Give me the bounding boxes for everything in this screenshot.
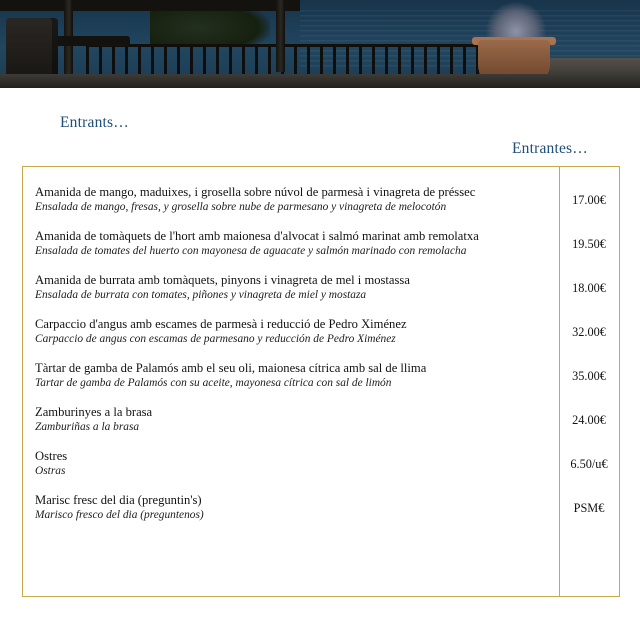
menu-item-texts <box>35 317 559 347</box>
menu-item-list <box>23 167 619 530</box>
menu-item-texts <box>35 361 559 391</box>
pergola-beam <box>0 0 300 11</box>
menu-item-name-es: Carpaccio de angus con escamas de parmesano y reducción de Pedro Ximénez <box>35 333 396 345</box>
menu-item-price: 19.50€ <box>572 236 606 251</box>
menu-item-name-es: Ostras <box>35 465 66 477</box>
menu-item-texts <box>35 185 559 215</box>
menu-item-name-ca: Amanida de tomàquets de l'hort amb maionesa d'alvocat i salmó marinat amb remolatxa <box>35 229 479 243</box>
menu-item-name-ca: Zamburinyes a la brasa <box>35 405 153 419</box>
header-photo <box>0 0 640 88</box>
terrace-chair <box>6 18 58 74</box>
list-item <box>23 222 619 266</box>
menu-item-name-ca: Amanida de mango, maduixes, i grosella sobre núvol de parmesà i vinagreta de préssec <box>35 185 476 199</box>
menu-item-price: 24.00€ <box>572 412 606 427</box>
section-title-spanish: Entrantes… <box>511 140 588 157</box>
menu-item-price: 18.00€ <box>572 280 606 295</box>
menu-item-name-ca: Carpaccio d'angus amb escames de parmesà i reducció de Pedro Ximénez <box>35 317 407 331</box>
terrace-floor <box>0 74 640 88</box>
menu-item-price: 17.00€ <box>572 192 606 207</box>
list-item <box>23 442 619 486</box>
menu-item-name-es: Tartar de gamba de Palamós con su aceite, mayonesa cítrica con sal de limón <box>35 377 392 389</box>
list-item <box>23 178 619 222</box>
menu-item-texts <box>35 229 559 259</box>
menu-item-name-ca: Ostres <box>35 449 68 463</box>
menu-item-name-es: Zamburiñas a la brasa <box>35 421 140 433</box>
menu-box <box>22 166 620 597</box>
menu-item-texts <box>35 493 559 523</box>
menu-item-texts <box>35 273 559 303</box>
menu-item-name-es: Ensalada de tomates del huerto con mayonesa de aguacate y salmón marinado con remolacha <box>35 245 467 257</box>
price-column-divider <box>559 167 560 596</box>
list-item <box>23 266 619 310</box>
list-item <box>23 398 619 442</box>
menu-item-name-ca: Amanida de burrata amb tomàquets, pinyons i vinagreta de mel i mostassa <box>35 273 410 287</box>
section-title-catalan: Entrants… <box>60 114 129 131</box>
list-item <box>23 486 619 530</box>
list-item <box>23 310 619 354</box>
menu-item-name-ca: Marisc fresc del dia (preguntin's) <box>35 493 202 507</box>
menu-item-price: PSM€ <box>573 500 605 515</box>
menu-item-price: 6.50/u€ <box>570 456 608 471</box>
menu-item-name-es: Ensalada de burrata con tomates, piñones y vinagreta de miel y mostaza <box>35 289 367 301</box>
menu-item-price: 35.00€ <box>572 368 606 383</box>
menu-item-name-es: Ensalada de mango, fresas, y grosella sobre nube de parmesano y vinagreta de melocotón <box>35 201 447 213</box>
list-item <box>23 354 619 398</box>
menu-item-name-ca: Tàrtar de gamba de Palamós amb el seu oli, maionesa cítrica amb sal de llima <box>35 361 427 375</box>
menu-item-price: 32.00€ <box>572 324 606 339</box>
pergola-post-right <box>276 0 285 72</box>
menu-item-texts <box>35 449 559 479</box>
menu-item-name-es: Marisco fresco del dia (preguntenos) <box>35 509 204 521</box>
menu-item-texts <box>35 405 559 435</box>
